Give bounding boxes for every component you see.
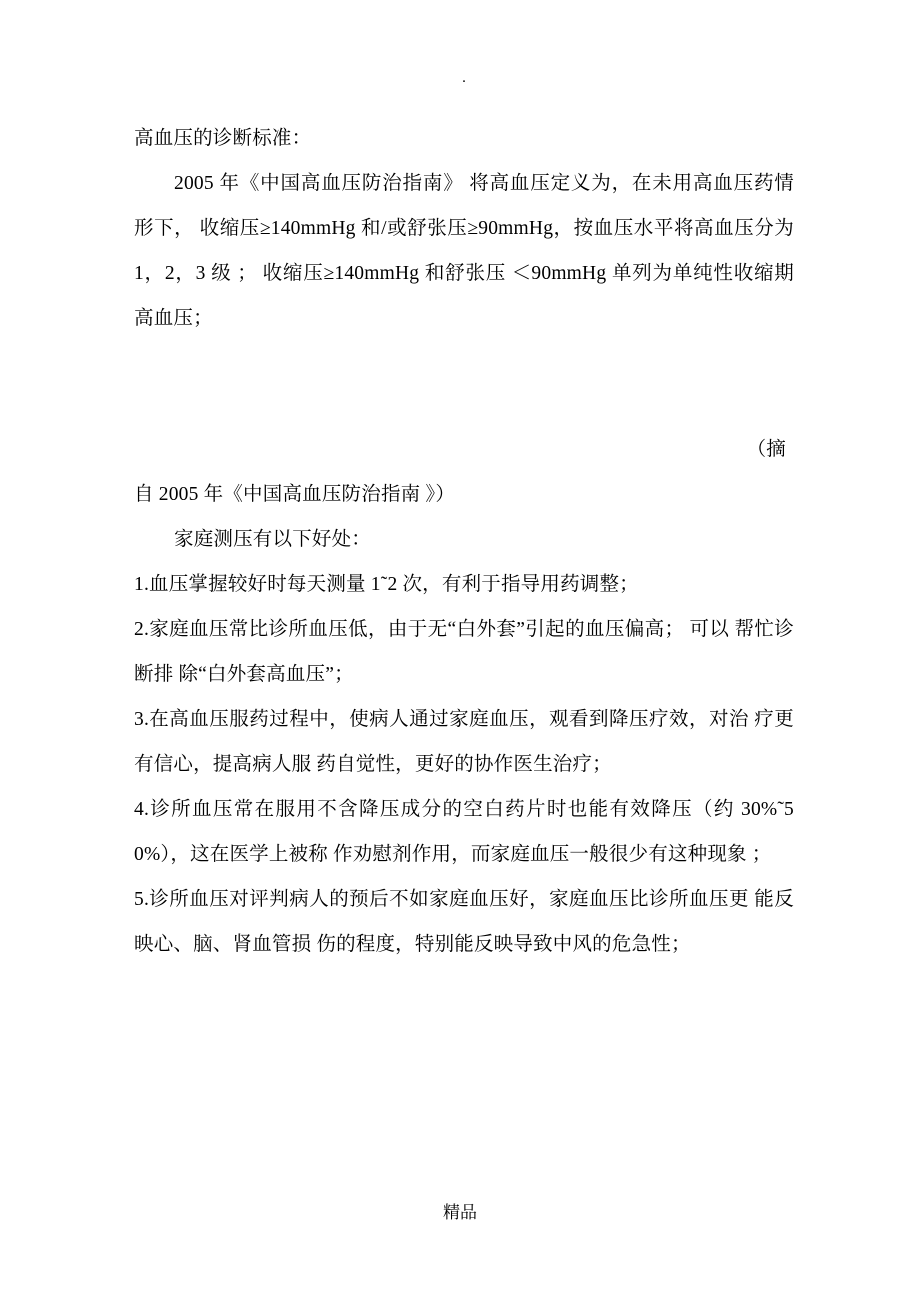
document-body <box>134 70 794 967</box>
definition-paragraph: 2005 年《中国高血压防治指南》 将高血压定义为，在未用高血压药情形下， 收缩压≥140mmHg 和/或舒张压≥90mmHg，按血压水平将高血压分为 1，2，3 级 ； 收缩压≥140mmHg 和舒张压 ＜90mmHg 单列为单纯性收缩期高血压； <box>134 173 794 329</box>
benefit-item-4: 4.诊所血压常在服用不含降压成分的空白药片时也能有效降压（约 30%˜50%），这在医学上被称 作劝慰剂作用，而家庭血压一般很少有这种现象 ； <box>134 799 794 865</box>
section-heading: 高血压的诊断标准： <box>134 128 312 149</box>
benefit-item-3: 3.在高血压服药过程中，使病人通过家庭血压，观看到降压疗效，对治 疗更有信心，提高病人服 药自觉性，更好的协作医生治疗； <box>134 709 794 775</box>
benefit-item-2: 2.家庭血压常比诊所血压低，由于无“白外套”引起的血压偏高； 可以 帮忙诊断排 除“白外套高血压”； <box>134 619 794 685</box>
source-citation-line-1: （摘 <box>746 439 786 460</box>
benefit-item-5: 5.诊所血压对评判病人的预后不如家庭血压好，家庭血压比诊所血压更 能反映心、脑、肾血管损 伤的程度，特别能反映导致中风的危急性； <box>134 889 794 955</box>
vertical-spacer <box>134 341 794 427</box>
header-dot-mark: . <box>462 70 466 86</box>
source-citation-line-2: 自 2005 年《中国高血压防治指南 》） <box>134 484 456 505</box>
page-footer: 精品 <box>443 1203 477 1222</box>
benefits-heading: 家庭测压有以下好处： <box>174 529 372 550</box>
benefit-item-1: 1.血压掌握较好时每天测量 1˜2 次，有利于指导用药调整； <box>134 574 639 595</box>
